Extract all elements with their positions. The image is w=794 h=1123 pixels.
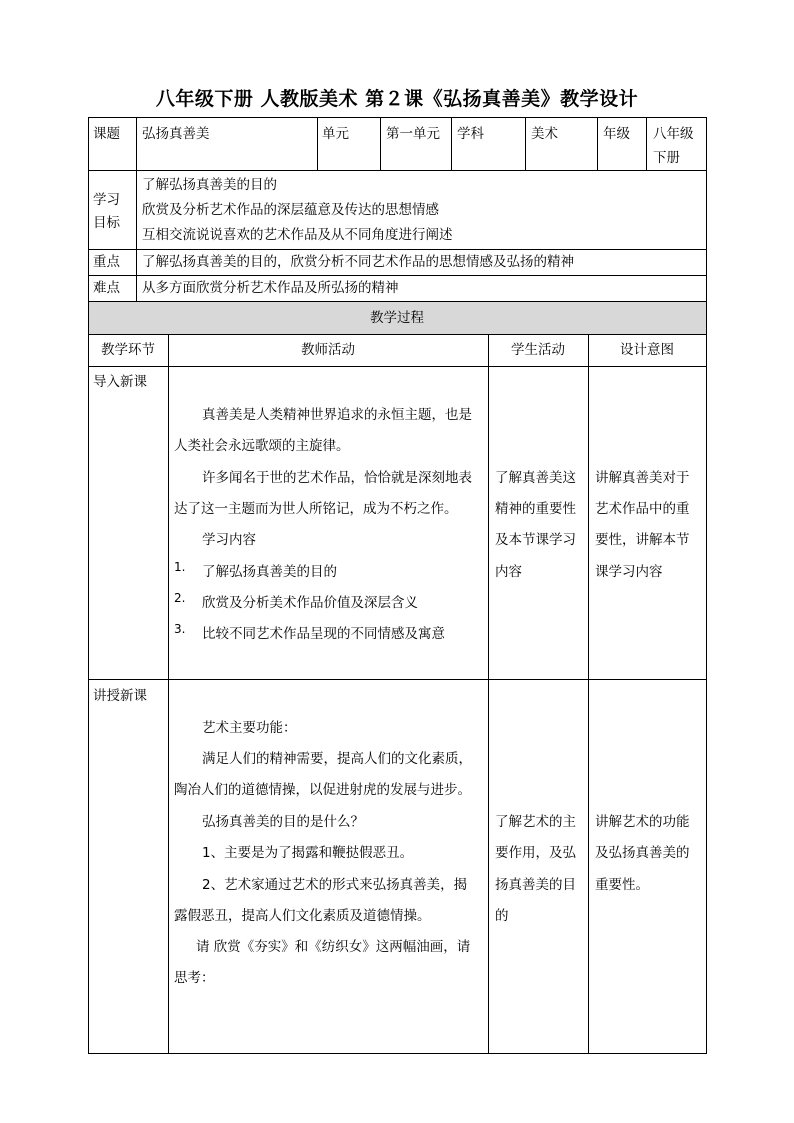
table-rule	[88, 117, 89, 1054]
design-line: 讲解真善美对于	[595, 470, 690, 486]
table-rule	[88, 275, 707, 276]
student-line: 了解艺术的主	[495, 814, 576, 830]
col-header-design: 设计意图	[620, 342, 674, 358]
process-heading: 教学过程	[370, 310, 424, 326]
table-rule	[88, 249, 707, 250]
teacher-line: 请 欣赏《夯实》和《纺织女》这两幅油画，请	[196, 939, 471, 955]
document-title: 八年级下册 人教版美术 第２课《弘扬真善美》教学设计	[155, 88, 639, 110]
list-number: 2.	[174, 591, 186, 605]
table-rule	[88, 170, 707, 171]
list-item: 欣赏及分析美术作品价值及深层含义	[202, 595, 418, 611]
design-line: 讲解艺术的功能	[595, 814, 690, 830]
table-rule	[88, 334, 707, 335]
teacher-line: 真善美是人类精神世界追求的永恒主题，也是	[202, 407, 472, 423]
list-number: 1.	[174, 560, 186, 574]
teacher-line: 陶冶人们的道德情操，以促进射虎的发展与进步。	[174, 782, 471, 798]
student-line: 的	[495, 908, 509, 924]
teacher-line: 2、艺术家通过艺术的形式来弘扬真善美，揭	[202, 877, 468, 893]
goal-item: 了解弘扬真善美的目的	[142, 177, 277, 193]
difficulty-label: 难点	[93, 280, 120, 296]
key-label: 重点	[93, 254, 120, 270]
topic-label: 课题	[93, 126, 120, 142]
student-line: 精神的重要性	[495, 501, 576, 517]
teacher-line: 艺术主要功能：	[202, 720, 297, 736]
student-line: 扬真善美的目	[495, 877, 576, 893]
student-line: 要作用，及弘	[495, 845, 576, 861]
key-value: 了解弘扬真善美的目的，欣赏分析不同艺术作品的思想情感及弘扬的精神	[142, 254, 574, 270]
table-rule	[88, 366, 707, 367]
col-header-stage: 教学环节	[101, 342, 155, 358]
table-rule	[646, 117, 647, 170]
subject-label: 学科	[457, 126, 484, 142]
design-line: 艺术作品中的重	[595, 501, 690, 517]
teacher-line: 人类社会永远歌颂的主旋律。	[174, 438, 350, 454]
teacher-line: 思考：	[174, 970, 215, 986]
teacher-line: 露假恶丑，提高人们文化素质及道德情操。	[174, 908, 431, 924]
table-rule	[136, 117, 137, 302]
list-number: 3.	[174, 622, 186, 636]
list-item: 比较不同艺术作品呈现的不同情感及寓意	[202, 626, 445, 642]
teacher-line: 满足人们的精神需要，提高人们的文化素质，	[202, 751, 472, 767]
design-line: 课学习内容	[595, 564, 663, 580]
goal-item: 互相交流说说喜欢的艺术作品及从不同角度进行阐述	[142, 227, 453, 243]
goals-label-line2: 目标	[93, 215, 120, 231]
grade-value-line1: 八年级	[653, 126, 694, 142]
grade-label: 年级	[603, 126, 630, 142]
goal-item: 欣赏及分析艺术作品的深层蕴意及传达的思想情感	[142, 202, 439, 218]
table-rule	[168, 334, 169, 1054]
table-rule	[525, 117, 526, 170]
goals-label-line1: 学习	[93, 192, 120, 208]
table-rule	[88, 679, 707, 680]
table-rule	[88, 301, 707, 302]
col-header-teacher: 教师活动	[301, 342, 355, 358]
teacher-line: 达了这一主题而为世人所铭记，成为不朽之作。	[174, 501, 458, 517]
table-rule	[451, 117, 452, 170]
design-line: 要性，讲解本节	[595, 532, 690, 548]
table-rule	[88, 1053, 707, 1054]
col-header-student: 学生活动	[511, 342, 565, 358]
stage-intro: 导入新课	[93, 374, 147, 390]
topic-value: 弘扬真善美	[142, 126, 210, 142]
teacher-line: 学习内容	[202, 532, 256, 548]
unit-value: 第一单元	[386, 126, 440, 142]
design-line: 重要性。	[595, 877, 649, 893]
subject-value: 美术	[531, 126, 558, 142]
stage-teaching: 讲授新课	[93, 688, 147, 704]
student-line: 了解真善美这	[495, 470, 576, 486]
grade-value-line2: 下册	[653, 150, 680, 166]
table-rule	[380, 117, 381, 170]
teacher-line: 1、主要是为了揭露和鞭挞假恶丑。	[202, 845, 414, 861]
table-rule	[317, 117, 318, 170]
student-line: 及本节课学习	[495, 532, 576, 548]
table-rule	[597, 117, 598, 170]
teacher-line: 弘扬真善美的目的是什么？	[202, 814, 364, 830]
difficulty-value: 从多方面欣赏分析艺术作品及所弘扬的精神	[142, 280, 399, 296]
unit-label: 单元	[322, 126, 349, 142]
table-rule	[488, 334, 489, 1054]
table-rule	[588, 334, 589, 1054]
design-line: 及弘扬真善美的	[595, 845, 690, 861]
list-item: 了解弘扬真善美的目的	[202, 564, 337, 580]
table-rule	[88, 117, 707, 118]
student-line: 内容	[495, 564, 522, 580]
teacher-line: 许多闻名于世的艺术作品，恰恰就是深刻地表	[202, 470, 472, 486]
table-rule	[706, 117, 707, 1054]
